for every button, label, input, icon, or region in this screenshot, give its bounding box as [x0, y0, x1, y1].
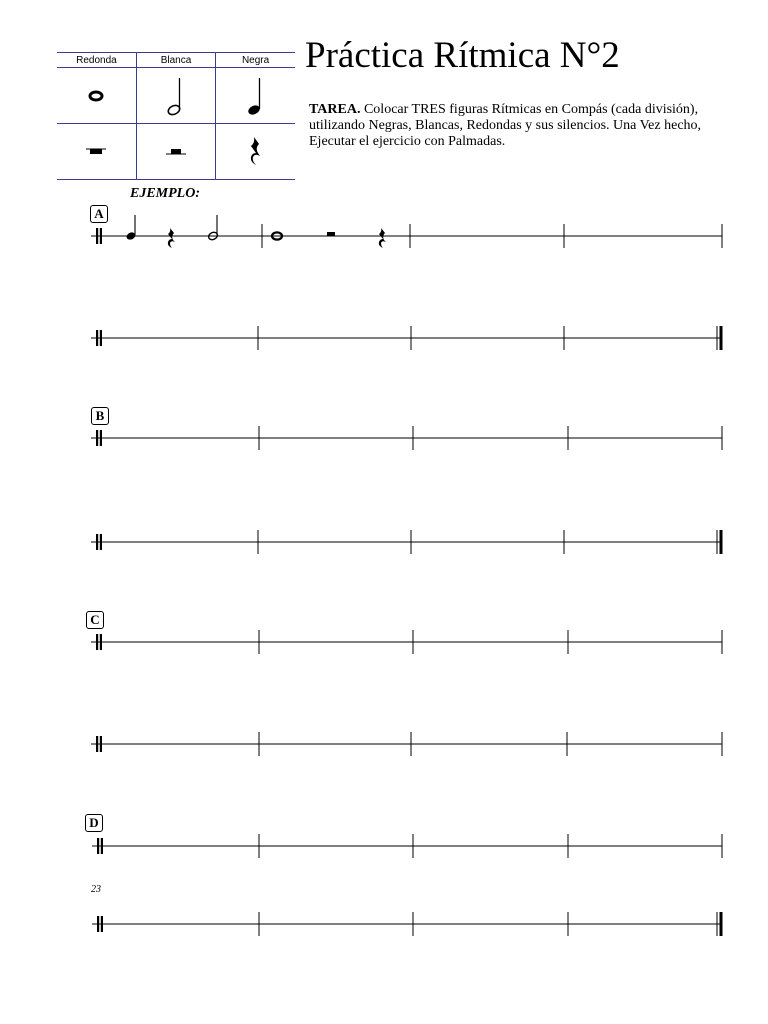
example-label: EJEMPLO:	[130, 186, 200, 201]
legend-header-redonda: Redonda	[57, 53, 136, 68]
staff-line-1	[91, 215, 722, 248]
staff-line-3	[91, 426, 722, 450]
example-half-rest	[327, 232, 335, 236]
task-text: Colocar TRES figuras Rítmicas en Compás (cada división), utilizando Negras, Blancas, Redondas y sus silencios. Una Vez hecho, Ejecutar el ejercicio con Palmadas.	[309, 102, 702, 149]
staff-line-2	[91, 326, 723, 350]
section-label-a: A	[90, 205, 108, 223]
example-quarter-rest-2	[379, 228, 386, 248]
task-label: TAREA.	[309, 102, 361, 117]
page-title: Práctica Rítmica N°2	[305, 35, 620, 76]
section-label-d: D	[85, 814, 103, 832]
example-quarter-note	[125, 215, 136, 241]
staff-line-7	[92, 834, 722, 858]
section-label-b: B	[91, 407, 109, 425]
legend-header-negra: Negra	[216, 53, 295, 68]
staff-line-4	[91, 530, 723, 554]
staff-line-8	[92, 912, 723, 936]
example-half-note	[207, 215, 218, 241]
example-quarter-rest-1	[168, 228, 175, 248]
staff-line-6	[91, 732, 722, 756]
staff-line-5	[91, 630, 722, 654]
section-label-c: C	[86, 611, 104, 629]
legend-header-blanca: Blanca	[136, 53, 215, 68]
measure-number: 23	[91, 884, 101, 895]
